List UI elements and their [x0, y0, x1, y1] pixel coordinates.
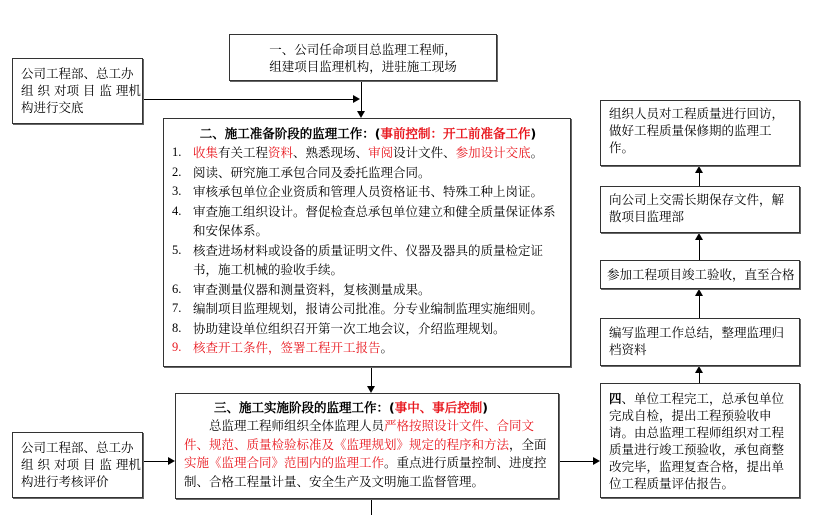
connector-left-bottom	[143, 461, 168, 462]
step3-text-red: 实施《监理合同》范围内的监理工作	[184, 455, 385, 470]
step4-box	[600, 383, 800, 498]
left-bottom-box	[12, 432, 143, 498]
item-number: 9.	[172, 340, 182, 354]
list-item	[164, 319, 562, 339]
item-text: 。	[530, 145, 544, 160]
step1-line2: 组建项目监理机构，进驻施工现场	[269, 59, 457, 74]
right-box-archive	[600, 186, 800, 233]
item-number: 8.	[172, 320, 182, 335]
arrow-right-icon	[593, 457, 600, 465]
connector-r3-r2	[699, 240, 700, 260]
right-box-summary	[600, 318, 800, 366]
item-text-red: 核查开工条件，签署工程开工报告	[193, 340, 381, 355]
step2-title-prefix: 二、施工准备阶段的监理工作：(	[199, 126, 381, 141]
item-text: 审查施工组织设计。督促检查总承包单位建立和健全质量保证体系和安保体系。	[193, 203, 556, 238]
item-number: 5.	[172, 242, 182, 257]
left-bottom-line: 组 织 对项 目 监 理机	[21, 457, 141, 472]
item-number: 4.	[172, 203, 182, 218]
connector-r4-r3	[699, 296, 700, 318]
arrow-up-icon	[695, 289, 703, 296]
list-item	[164, 163, 562, 183]
connector-step1-step2	[361, 81, 362, 112]
step3-body	[184, 417, 550, 491]
left-top-line: 组 织 对项 目 监 理机	[21, 83, 141, 98]
arrow-up-icon	[695, 233, 703, 240]
step4-text: 、单位工程完工，总承包单位完成自检，提出工程预验收申请。由总监理工程师组织对工程质量进行竣工预验收，承包商整改完毕，监理复查合格，提出单位工程质量评估报告。	[609, 391, 785, 491]
item-text: 审查测量仪器和测量资料，复核测量成果。	[193, 281, 431, 297]
item-number: 6.	[172, 281, 182, 296]
step2-title	[164, 125, 562, 143]
left-top-box	[12, 58, 143, 124]
arrow-down-icon	[357, 111, 365, 118]
left-bottom-line: 构进行考核评价	[21, 474, 109, 489]
arrow-up-icon	[695, 366, 703, 373]
step1-line1: 一、公司任命项目总监理工程师，	[269, 42, 457, 57]
item-text: 编制项目监理规划，报请公司批准。分专业编制监理实施细则。	[193, 301, 544, 316]
step4-number: 四	[609, 391, 622, 406]
connector-r2-r1	[699, 173, 700, 186]
right-box-summary-text: 编写监理工作总结，整理监理归档资料	[609, 325, 785, 357]
item-text-red: 资料	[268, 145, 294, 160]
connector-step3-down	[371, 499, 372, 515]
arrow-right-icon	[353, 95, 360, 103]
step3-title	[184, 399, 550, 417]
item-text-red: 审阅	[368, 145, 394, 160]
item-text: 协助建设单位组织召开第一次工地会议，介绍监理规划。	[193, 320, 506, 336]
item-text: 审核承包单位企业资质和管理人员资格证书、特殊工种上岗证。	[193, 184, 544, 199]
arrow-right-icon	[168, 457, 175, 465]
item-text: 阅读、研究施工承包合同及委托监理合同。	[193, 164, 431, 180]
list-item	[164, 338, 562, 358]
item-number: 7.	[172, 301, 182, 315]
step3-title-suffix: )	[482, 400, 488, 415]
step2-box	[163, 118, 571, 367]
item-text: 有关工程	[218, 145, 269, 160]
right-box-archive-text: 向公司上交需长期保存文件，解散项目监理部	[609, 192, 785, 224]
step3-text: ，全面	[509, 436, 547, 452]
item-text: 核查进场材料或设备的质量证明文件、仪器及器具的质量检定证书，施工机械的验收手续。	[193, 242, 544, 277]
item-text: 、熟悉现场、	[293, 145, 369, 160]
arrow-up-icon	[695, 166, 703, 173]
list-item	[164, 280, 562, 300]
connector-r5-r4	[699, 373, 700, 383]
item-number: 3.	[172, 184, 182, 198]
step2-title-control: 事前控制：开工前准备工作	[380, 126, 531, 141]
item-text: 。	[380, 340, 394, 355]
right-box-warranty-text: 组织人员对工程质量进行回访，做好工程质量保修期的监理工作。	[609, 106, 785, 155]
list-item	[164, 202, 562, 241]
step3-box	[175, 393, 559, 499]
step3-title-control: 事中、事后控制	[394, 400, 483, 415]
list-item	[164, 143, 562, 163]
item-text-red: 收集	[193, 145, 219, 160]
step2-list	[164, 143, 562, 358]
right-box-acceptance	[600, 260, 800, 289]
connector-step3-step4	[559, 461, 594, 462]
left-top-line: 公司工程部、总工办	[21, 66, 134, 81]
step2-title-suffix: )	[530, 126, 537, 141]
step3-text: 总监理工程师组织全体监理人员	[209, 418, 385, 433]
step1-box	[229, 34, 497, 81]
step3-text: 。重点进行质量控制、进度控制、合格工程量计量、安全生产及文明施工监督管理。	[184, 455, 547, 489]
list-item	[164, 299, 562, 319]
left-bottom-line: 公司工程部、总工办	[21, 440, 134, 455]
right-box-acceptance-text: 参加工程项目竣工验收，直至合格	[607, 267, 795, 282]
item-number: 2.	[172, 164, 182, 179]
connector-left-top	[143, 99, 354, 100]
right-box-warranty	[600, 100, 800, 166]
connector-step2-step3	[371, 367, 372, 387]
step3-title-prefix: 三、施工实施阶段的监理工作：(	[214, 400, 395, 415]
list-item	[164, 241, 562, 280]
left-top-line: 构进行交底	[21, 100, 84, 115]
arrow-down-icon	[367, 386, 375, 393]
list-item	[164, 182, 562, 202]
step3-text-red: 严格按照设计文件、合同文件、规范、质量检验标准及《监理规划》规定的程序和方法	[184, 418, 535, 452]
item-number: 1.	[172, 145, 182, 159]
item-text: 设计文件、	[393, 145, 456, 160]
item-text-red: 参加设计交底	[455, 145, 531, 160]
